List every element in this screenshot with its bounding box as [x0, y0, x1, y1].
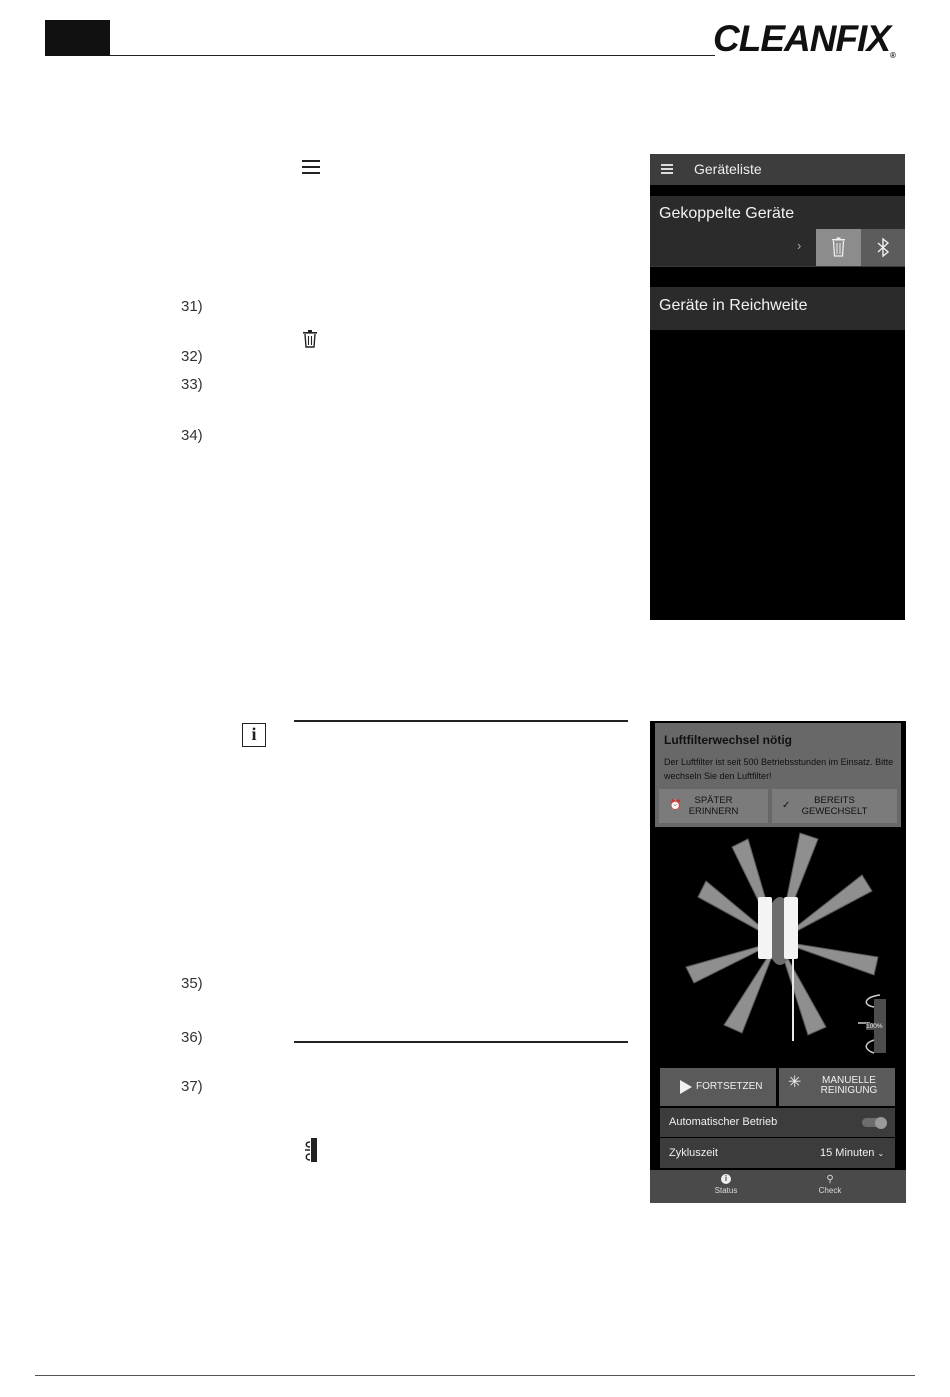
header-rule [110, 55, 715, 56]
auto-mode-row [660, 1108, 895, 1137]
step-number: 37) [181, 1078, 203, 1095]
paired-devices-heading: Gekoppelte Geräte [659, 205, 795, 222]
pause-bar-left [758, 897, 772, 959]
tab-check[interactable] [800, 1174, 860, 1195]
changed-label-line2: GEWECHSELT [801, 806, 868, 817]
bluetooth-icon [861, 229, 905, 266]
remind-later-button[interactable] [659, 789, 768, 823]
menu-icon[interactable] [661, 164, 673, 176]
alarm-clock-icon: ⏰ [669, 800, 682, 811]
app-bar [650, 154, 905, 185]
cycle-time-select[interactable] [820, 1147, 884, 1159]
chevron-right-icon[interactable]: › [797, 238, 802, 253]
divider [650, 266, 905, 267]
toggle-knob [875, 1117, 887, 1129]
step-number: 33) [181, 376, 203, 393]
remind-label-line1: SPÄTER [694, 795, 733, 806]
step-number: 34) [181, 427, 203, 444]
dialog-title: Luftfilterwechsel nötig [664, 733, 793, 747]
menu-icon [302, 160, 320, 178]
manual-cleaning-label: MANUELLE REINIGUNG [820, 1075, 878, 1096]
note-top-rule [294, 720, 628, 722]
info-icon: i [242, 723, 266, 747]
step-number: 31) [181, 298, 203, 315]
resume-button[interactable] [660, 1068, 776, 1106]
trash-icon [816, 229, 861, 266]
brand-logo: CLEANFIX® [713, 18, 895, 60]
header-block [45, 20, 110, 56]
filter-change-dialog [655, 723, 901, 827]
status-screen [650, 721, 906, 1203]
cycle-time-label: Zykluszeit [669, 1147, 718, 1159]
tab-check-label: Check [818, 1186, 842, 1195]
search-icon: ⚲ [826, 1174, 834, 1185]
note-bottom-rule [294, 1041, 628, 1043]
dialog-message: Der Luftfilter ist seit 500 Betriebsstunden im Einsatz. Bitte wechseln Sie den Luftfilter! [664, 757, 894, 781]
devices-in-range-section [650, 287, 905, 330]
step-number: 32) [181, 348, 203, 365]
fan-reverse-icon [302, 1136, 322, 1164]
step-number: 35) [181, 975, 203, 992]
auto-mode-label: Automatischer Betrieb [669, 1116, 778, 1128]
chevron-down-icon: ⌄ [877, 1149, 885, 1158]
bluetooth-button[interactable] [861, 229, 905, 266]
resume-label: FORTSETZEN [696, 1081, 763, 1092]
changed-label-line1: BEREITS [814, 795, 855, 806]
manual-cleaning-button[interactable] [779, 1068, 895, 1106]
cycle-time-row [660, 1138, 895, 1168]
tab-status-label: Status [714, 1186, 738, 1195]
remind-label-line2: ERINNERN [688, 806, 739, 817]
pause-bar-right [784, 897, 798, 959]
info-icon: i [721, 1174, 731, 1184]
play-icon [680, 1080, 692, 1094]
auto-mode-toggle[interactable] [862, 1118, 886, 1127]
trash-icon [302, 330, 318, 348]
step-number: 36) [181, 1029, 203, 1046]
tab-status[interactable] [696, 1174, 756, 1195]
delete-device-button[interactable] [816, 229, 861, 266]
bottom-tab-bar [650, 1170, 906, 1203]
device-list-screen [650, 154, 905, 620]
fan-level-value: 100% [866, 1023, 883, 1030]
sparkle-icon: ✳ [788, 1074, 802, 1091]
app-title: Geräteliste [694, 161, 762, 177]
check-icon: ✓ [782, 800, 791, 811]
already-changed-button[interactable] [772, 789, 897, 823]
cycle-time-value: 15 Minuten [820, 1147, 875, 1159]
devices-in-range-heading: Geräte in Reichweite [659, 297, 808, 314]
footer-rule [35, 1375, 915, 1376]
